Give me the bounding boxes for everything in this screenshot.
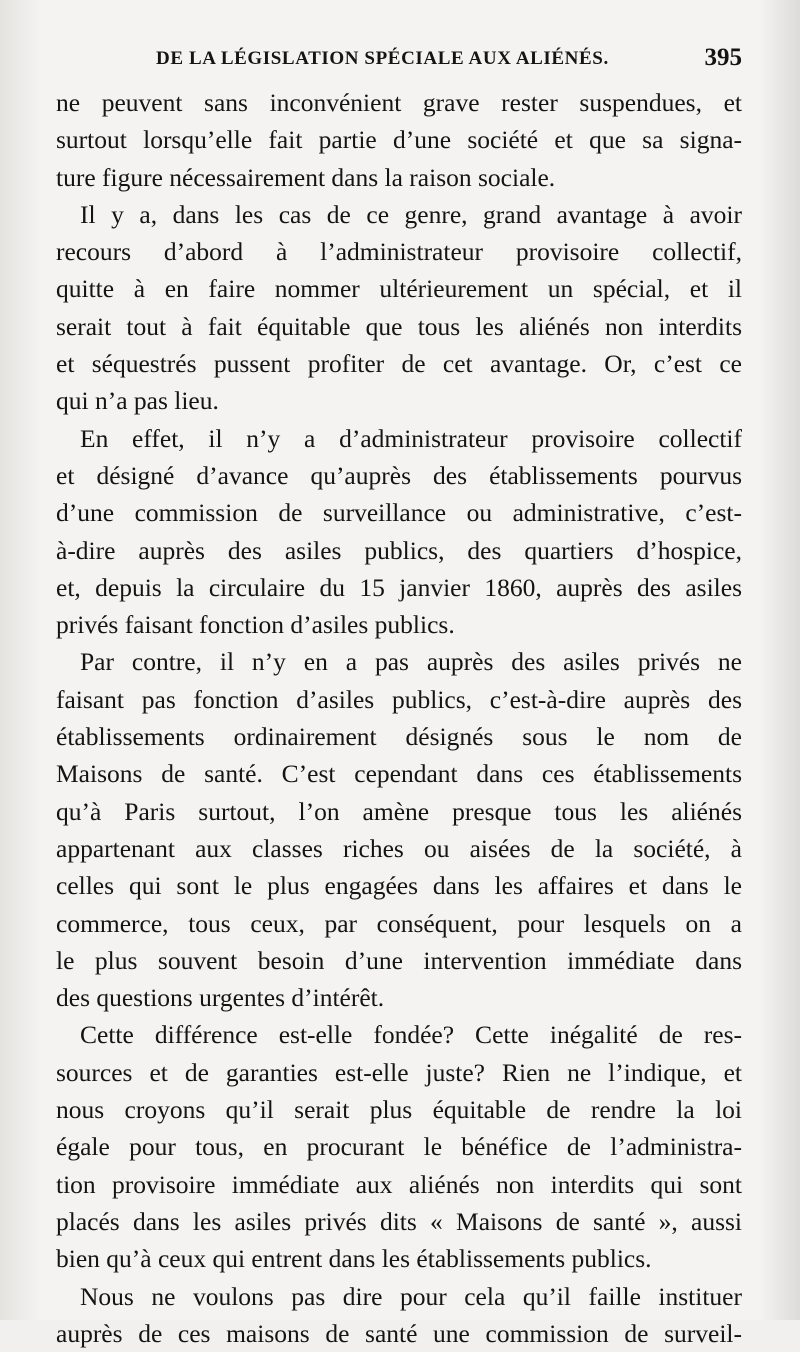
text-line: à-dire auprès des asiles publics, des quartiers d’hospice, bbox=[56, 532, 742, 569]
text-line: nous croyons qu’il serait plus équitable de rendre la loi bbox=[56, 1091, 742, 1128]
body-text bbox=[56, 84, 742, 1352]
text-line: serait tout à fait équitable que tous les aliénés non interdits bbox=[56, 308, 742, 345]
text-line: tion provisoire immédiate aux aliénés non interdits qui sont bbox=[56, 1166, 742, 1203]
page-number: 395 bbox=[705, 44, 743, 72]
text-line: Nous ne voulons pas dire pour cela qu’il faille instituer bbox=[56, 1278, 742, 1315]
text-line: quitte à en faire nommer ultérieurement un spécial, et il bbox=[56, 270, 742, 307]
text-line: Cette différence est-elle fondée? Cette inégalité de res- bbox=[56, 1016, 742, 1053]
text-line: appartenant aux classes riches ou aisées de la société, à bbox=[56, 830, 742, 867]
text-line: ture figure nécessairement dans la raison sociale. bbox=[56, 159, 742, 196]
text-line: des questions urgentes d’intérêt. bbox=[56, 979, 742, 1016]
text-line: d’une commission de surveillance ou administrative, c’est- bbox=[56, 494, 742, 531]
text-line: le plus souvent besoin d’une intervention immédiate dans bbox=[56, 942, 742, 979]
text-line: sources et de garanties est-elle juste? Rien ne l’indique, et bbox=[56, 1054, 742, 1091]
text-line: privés faisant fonction d’asiles publics. bbox=[56, 606, 742, 643]
text-line: égale pour tous, en procurant le bénéfice de l’administra- bbox=[56, 1128, 742, 1165]
text-line: et séquestrés pussent profiter de cet avantage. Or, c’est ce bbox=[56, 345, 742, 382]
paragraph bbox=[56, 1016, 742, 1277]
text-line: commerce, tous ceux, par conséquent, pour lesquels on a bbox=[56, 905, 742, 942]
paragraph bbox=[56, 643, 742, 1016]
text-line: établissements ordinairement désignés sous le nom de bbox=[56, 718, 742, 755]
text-line: qu’à Paris surtout, l’on amène presque tous les aliénés bbox=[56, 793, 742, 830]
paragraph bbox=[56, 196, 742, 420]
text-line: surtout lorsqu’elle fait partie d’une société et que sa signa- bbox=[56, 121, 742, 158]
paragraph bbox=[56, 84, 742, 196]
text-line: bien qu’à ceux qui entrent dans les établissements publics. bbox=[56, 1240, 742, 1277]
text-line: et désigné d’avance qu’auprès des établissements pourvus bbox=[56, 457, 742, 494]
text-line: qui n’a pas lieu. bbox=[56, 382, 742, 419]
text-line: Il y a, dans les cas de ce genre, grand avantage à avoir bbox=[56, 196, 742, 233]
text-line: Maisons de santé. C’est cependant dans ces établissements bbox=[56, 755, 742, 792]
paragraph bbox=[56, 1278, 742, 1352]
text-line: placés dans les asiles privés dits « Maisons de santé », aussi bbox=[56, 1203, 742, 1240]
page-header bbox=[56, 44, 742, 80]
text-line: En effet, il n’y a d’administrateur provisoire collectif bbox=[56, 420, 742, 457]
text-line: faisant pas fonction d’asiles publics, c’est-à-dire auprès des bbox=[56, 681, 742, 718]
text-line: recours d’abord à l’administrateur provisoire collectif, bbox=[56, 233, 742, 270]
text-line: ne peuvent sans inconvénient grave rester suspendues, et bbox=[56, 84, 742, 121]
running-title: DE LA LÉGISLATION SPÉCIALE AUX ALIÉNÉS. bbox=[156, 48, 609, 70]
text-line: auprès de ces maisons de santé une commission de surveil- bbox=[56, 1315, 742, 1352]
text-line: celles qui sont le plus engagées dans les affaires et dans le bbox=[56, 867, 742, 904]
paragraph bbox=[56, 420, 742, 644]
text-line: et, depuis la circulaire du 15 janvier 1860, auprès des asiles bbox=[56, 569, 742, 606]
text-line: Par contre, il n’y en a pas auprès des asiles privés ne bbox=[56, 643, 742, 680]
